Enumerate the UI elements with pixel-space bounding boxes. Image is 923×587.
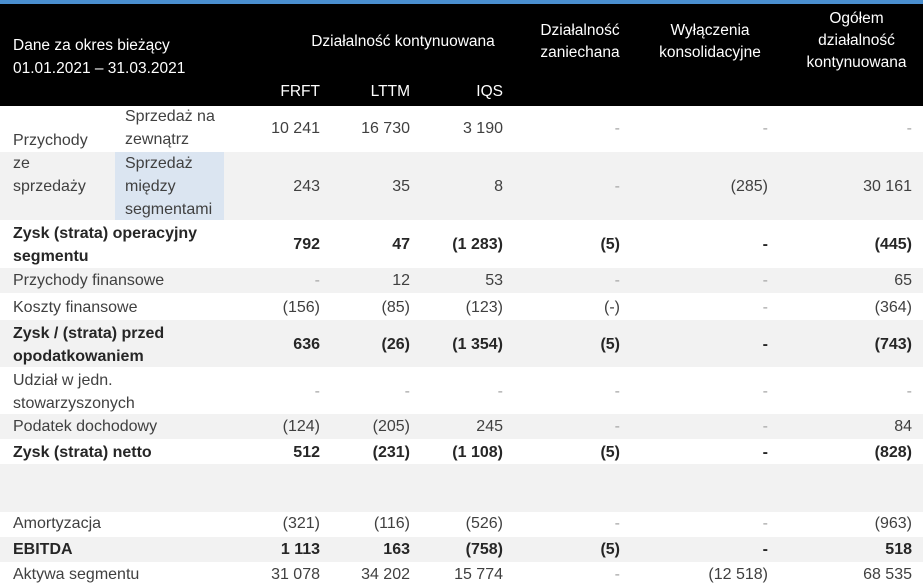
tax-discontinued: - xyxy=(614,418,620,435)
external-iqs: 3 190 xyxy=(462,120,503,137)
op-profit-discontinued: (5) xyxy=(600,236,620,253)
fin-costs-lttm: (85) xyxy=(381,299,410,316)
net-iqs: (1 108) xyxy=(452,444,503,461)
segment-lttm-header: LTTM xyxy=(370,83,410,100)
row-bg-spacer xyxy=(0,464,923,512)
net-discontinued: (5) xyxy=(600,444,620,461)
tax-label: Podatek dochodowy xyxy=(13,418,158,435)
intersegment-frft: 243 xyxy=(293,178,320,195)
associates-discontinued: - xyxy=(614,383,620,400)
op-profit-lttm: 47 xyxy=(392,236,410,253)
fin-income-eliminations: - xyxy=(762,272,768,289)
ebitda-label: EBITDA xyxy=(13,541,73,558)
eliminations-header-l1: Wyłączenia xyxy=(670,22,750,39)
tax-eliminations: - xyxy=(762,418,768,435)
associates-iqs: - xyxy=(497,383,503,400)
associates-label-l1: Udział w jedn. xyxy=(13,372,113,389)
ebitda-iqs: (758) xyxy=(465,541,503,558)
amort-total: (963) xyxy=(874,515,912,532)
op-profit-total: (445) xyxy=(874,236,912,253)
intersegment-label-l1: Sprzedaż xyxy=(125,155,193,172)
op-profit-label-l1: Zysk (strata) operacyjny xyxy=(13,225,198,242)
period-label: Dane za okres bieżący xyxy=(13,37,170,54)
total-header-l2: działalność xyxy=(818,32,895,49)
external-sales-label-l1: Sprzedaż na xyxy=(125,108,215,125)
fin-income-frft: - xyxy=(314,272,320,289)
fin-costs-label: Koszty finansowe xyxy=(13,299,138,316)
associates-total: - xyxy=(906,383,912,400)
segment-frft-header: FRFT xyxy=(280,83,320,100)
fin-costs-iqs: (123) xyxy=(465,299,503,316)
associates-frft: - xyxy=(314,383,320,400)
assets-discontinued: - xyxy=(614,566,620,583)
revenue-group-label-l3: sprzedaży xyxy=(13,178,86,195)
amort-eliminations: - xyxy=(762,515,768,532)
assets-lttm: 34 202 xyxy=(361,566,410,583)
pretax-eliminations: - xyxy=(762,336,768,353)
external-frft: 10 241 xyxy=(271,120,320,137)
ebitda-lttm: 163 xyxy=(383,541,410,558)
net-lttm: (231) xyxy=(372,444,410,461)
tax-total: 84 xyxy=(894,418,912,435)
fin-income-lttm: 12 xyxy=(392,272,410,289)
external-lttm: 16 730 xyxy=(361,120,410,137)
op-profit-frft: 792 xyxy=(293,236,320,253)
assets-label: Aktywa segmentu xyxy=(13,566,140,583)
amort-iqs: (526) xyxy=(465,515,503,532)
pretax-discontinued: (5) xyxy=(600,336,620,353)
pretax-total: (743) xyxy=(874,336,912,353)
pretax-label-l1: Zysk / (strata) przed xyxy=(13,325,165,342)
intersegment-label-l3: segmentami xyxy=(125,201,213,218)
assets-eliminations: (12 518) xyxy=(708,566,768,583)
intersegment-label-l2: między xyxy=(125,178,176,195)
revenue-group-label-l1: Przychody xyxy=(13,132,88,149)
external-sales-label-l2: zewnątrz xyxy=(125,131,190,148)
op-profit-label-l2: segmentu xyxy=(13,248,89,265)
pretax-frft: 636 xyxy=(293,336,320,353)
fin-income-iqs: 53 xyxy=(485,272,503,289)
net-total: (828) xyxy=(874,444,912,461)
fin-costs-frft: (156) xyxy=(282,299,320,316)
assets-frft: 31 078 xyxy=(271,566,320,583)
external-discontinued: - xyxy=(614,120,620,137)
associates-lttm: - xyxy=(404,383,410,400)
associates-eliminations: - xyxy=(762,383,768,400)
fin-costs-discontinued: (-) xyxy=(604,299,620,316)
tax-frft: (124) xyxy=(282,418,320,435)
net-eliminations: - xyxy=(762,444,768,461)
amort-frft: (321) xyxy=(282,515,320,532)
total-header-l1: Ogółem xyxy=(829,10,884,27)
table-header xyxy=(0,4,923,106)
tax-iqs: 245 xyxy=(476,418,503,435)
fin-income-label: Przychody finansowe xyxy=(13,272,165,289)
continuing-operations-header: Działalność kontynuowana xyxy=(311,33,495,50)
intersegment-discontinued: - xyxy=(614,178,620,195)
net-frft: 512 xyxy=(293,444,320,461)
fin-costs-total: (364) xyxy=(874,299,912,316)
assets-iqs: 15 774 xyxy=(454,566,503,583)
ebitda-frft: 1 113 xyxy=(280,541,320,558)
segment-iqs-header: IQS xyxy=(476,83,503,100)
intersegment-total: 30 161 xyxy=(863,178,912,195)
intersegment-lttm: 35 xyxy=(392,178,410,195)
external-total: - xyxy=(906,120,912,137)
assets-total: 68 535 xyxy=(863,566,912,583)
intersegment-iqs: 8 xyxy=(494,178,503,195)
discontinued-header-l1: Działalność xyxy=(540,22,620,39)
fin-income-total: 65 xyxy=(894,272,912,289)
pretax-iqs: (1 354) xyxy=(452,336,503,353)
op-profit-eliminations: - xyxy=(762,236,768,253)
external-eliminations: - xyxy=(762,120,768,137)
tax-lttm: (205) xyxy=(372,418,410,435)
intersegment-eliminations: (285) xyxy=(730,178,768,195)
op-profit-iqs: (1 283) xyxy=(452,236,503,253)
revenue-group-label-l2: ze xyxy=(13,155,30,172)
ebitda-discontinued: (5) xyxy=(600,541,620,558)
total-header-l3: kontynuowana xyxy=(806,54,907,71)
eliminations-header-l2: konsolidacyjne xyxy=(659,44,761,61)
amort-lttm: (116) xyxy=(373,515,410,532)
ebitda-total: 518 xyxy=(885,541,912,558)
pretax-label-l2: opodatkowaniem xyxy=(13,348,144,365)
period-range: 01.01.2021 – 31.03.2021 xyxy=(13,60,186,77)
net-label: Zysk (strata) netto xyxy=(13,444,152,461)
amort-discontinued: - xyxy=(614,515,620,532)
fin-income-discontinued: - xyxy=(614,272,620,289)
pretax-lttm: (26) xyxy=(381,336,410,353)
ebitda-eliminations: - xyxy=(762,541,768,558)
amort-label: Amortyzacja xyxy=(13,515,102,532)
discontinued-header-l2: zaniechana xyxy=(540,44,620,61)
associates-label-l2: stowarzyszonych xyxy=(13,395,135,412)
fin-costs-eliminations: - xyxy=(762,299,768,316)
